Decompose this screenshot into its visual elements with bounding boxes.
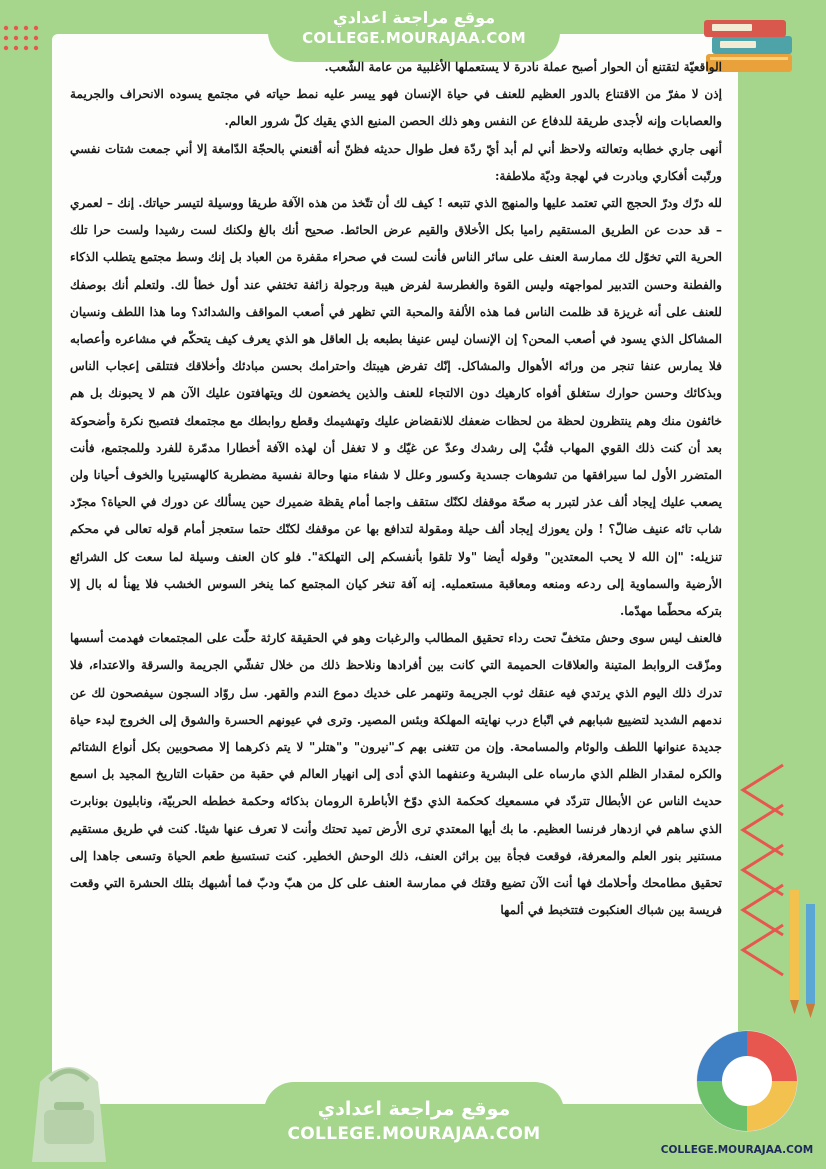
pencils-icon	[780, 880, 826, 1020]
paragraph: إذن لا مفرّ من الاقتناع بالدور العظيم للعنف في حياة الإنسان فهو ييسر عليه نمط حياته في مجتمع يسوده الانحراف والجريمة والعصابات وإنه لأجدى طريقة للدفاع عن النفس وهو ذلك الحصن المنيع الذي يقيك كلّ شرور العالم.	[70, 87, 722, 129]
site-url: COLLEGE.MOURAJAA.COM	[287, 1124, 541, 1144]
site-banner-bottom	[264, 1082, 564, 1169]
paragraph: لله درّك ودرّ الحجج التي تعتمد عليها والمنهج الذي تتبعه ! كيف لك أن تتّخذ من هذه الآفة طريقا ووسيلة لتيسر حياتك. إنك – لعمري – قد حدت عن الطريق المستقيم راميا بكل الأخلاق والقيم عرض الحائط. صحيح أنك بالغ ولكنك لست رشيدا ولست حرا تلك الحرية التي تخوّل لك ممارسة العنف على سائر الناس فأنت لست في صحراء مقفرة من العباد بل إنك وسط مجتمع يتطلب الذكاء والفطنة وحسن التدبير لمواجهته وليس القوة والغطرسة لفرض هيبة ورجولة زائفة تختفي عند أول خطأ لك. ولتعلم أنك بوصفك للعنف على أنه غريزة قد ظلمت الناس فما هذه الألفة والمحبة التي تظهر في أصعب المواقف والشدائد؟ وما هذا اللطف ونسيان المشاكل الذي يسود في أصعب المحن؟ إن الإنسان ليس عنيفا بطبعه بل العاقل هو الذي يعرف كيف يتحكّم في مشاعره وأعصابه فلا يمارس عنفا تنجر من ورائه الأهوال والمشاكل. إنّك تفرض هيبتك واحترامك بحسن مبادئك وأخلاقك فتتلقى إعجاب الناس وبذكائك وحسن حوارك ستغلق أفواه كارهيك دون الالتجاء للعنف والذين يخضعون لك ويتهافتون عليك الآن هم لا يحبونك بل هم خائفون منك وهم ينتظرون لحظة من لحظات ضعفك للانقضاض عليك وتهشيمك وقطع روابطك مع مجتمعك فتصبح نكرة وأضحوكة بعد أن كنت ذلك القوي المهاب فثُبْ إلى رشدك وعدّ عن غيّك و لا تغفل أن لهذه الآفة أخطارا مدمّرة للفرد وللمجتمع، فأنت المتضرر الأول لما سيرافقها من تشوهات جسدية وكسور وعلل لا شفاء منها وحالة نفسية مضطربة كالهستيريا والخوف أحيانا ولن يصعب عليك إيجاد ألف عذر لتبرر به صحّة موقفك لكنّك ستقف واجما أمام يقظة ضميرك حين يسألك عن دورك في الحياة؟ مجرّد شاب تائه عنيف ضالّ؟ ! ولن يعوزك إيجاد ألف حيلة ومقولة لتدافع بها عن موقفك لكنّك حتما ستعجز أمام قوله تعالى في محكم تنزيله: "إن الله لا يحب المعتدين" وقوله أيضا "ولا تلقوا بأنفسكم إلى التهلكة". فلو كان العنف وسيلة لما سعت كل الشرائع الأرضية والسماوية إلى ردعه ومنعه ومعاقبة مستعمليه. إنه آفة تنخر كيان المجتمع كما ينخر السوس الخشب فلا يهنأ له بال إلا بتركه محطّما مهدّما.	[70, 196, 722, 619]
site-name: موقع مراجعة اعدادي	[332, 8, 496, 27]
paragraph: فالعنف ليس سوى وحش متخفّ تحت رداء تحقيق المطالب والرغبات وهو في الحقيقة كارثة حلّت على المجتمعات فهدمت أسسها ومزّقت الروابط المتينة والعلاقات الحميمة التي كانت بين أفرادها ونلاحظ ذلك من خلال تفشّي الجريمة والسرقة والاعتداء، فلا تدرك ذلك اليوم الذي يرتدي فيه عنقك ثوب الجريمة وتنهمر على خديك دموع الندم والقهر. سل روّاد السجون سيفصحون لك عن ندمهم الشديد لتضييع شبابهم في اتّباع درب نهايته المهلكة وبئس المصير. وترى في عيونهم الحسرة والشوق إلى الخروج لبدء حياة جديدة عنوانها اللطف والوئام والمسامحة. وإن من تتغنى بهم كـ"نيرون" و"هتلر" لا يتم ذكرهما إلا مصحوبين بكل أنواع الشتائم والكره لمقدار الظلم الذي مارساه على البشرية وعنفهما الذي أدى إلى انهيار العالم في حقبة من حقبات التاريخ المجيد بل اسمع حديث الناس عن الأبطال تتردّد في مسمعيك كحكمة الذي دوّخ الأباطرة الرومان بذكائه وحكمة خططه الحربيّة، ونابليون بونابرت الذي ساهم في ازدهار فرنسا العظيم. ما بك أيها المعتدي ترى الأرض تميد تحتك وأنت لا تعرف عنها شيئا. كنت في طريق مستقيم مستنير بنور العلم والمعرفة، فوقعت فجأة بين براثن العنف، ذلك الوحش الخطير. كنت تستسيغ طعم الحياة وتسعى جاهدا إلى تحقيق مطامحك وأحلامك فها أنت الآن تضيع وقتك في ممارسة العنف على كل من هبّ ودبّ فما أشبهك بتلك الحشرة التي وقعت فريسة بين شباك العنكبوت فتتخبط في ألمها	[70, 631, 722, 918]
site-url-corner: COLLEGE.MOURAJAA.COM	[660, 1144, 814, 1156]
dots-decoration	[0, 22, 60, 62]
subjects-wheel-icon	[692, 1026, 802, 1136]
site-banner-top	[268, 0, 560, 62]
paragraph: أنهى جاري خطابه وتعالته ولاحظ أني لم أبد أيّ ردّة فعل طوال حديثه فظنّ أنه أقنعني بالحجّة الدّامغة إلا أني جمعت شتات نفسي ورتّبت أفكاري وبادرت في لهجة وديّة ملاطفة:	[70, 141, 722, 183]
site-url: COLLEGE.MOURAJAA.COM	[302, 29, 526, 47]
site-name: موقع مراجعة اعدادي	[317, 1098, 511, 1120]
paragraph: الواقعيّة لتقتنع أن الحوار أصبح عملة نادرة لا يستعملها الأغلبية من عامة الشّعب.	[324, 60, 722, 74]
backpack-icon	[10, 1052, 128, 1169]
essay-text	[70, 54, 722, 925]
